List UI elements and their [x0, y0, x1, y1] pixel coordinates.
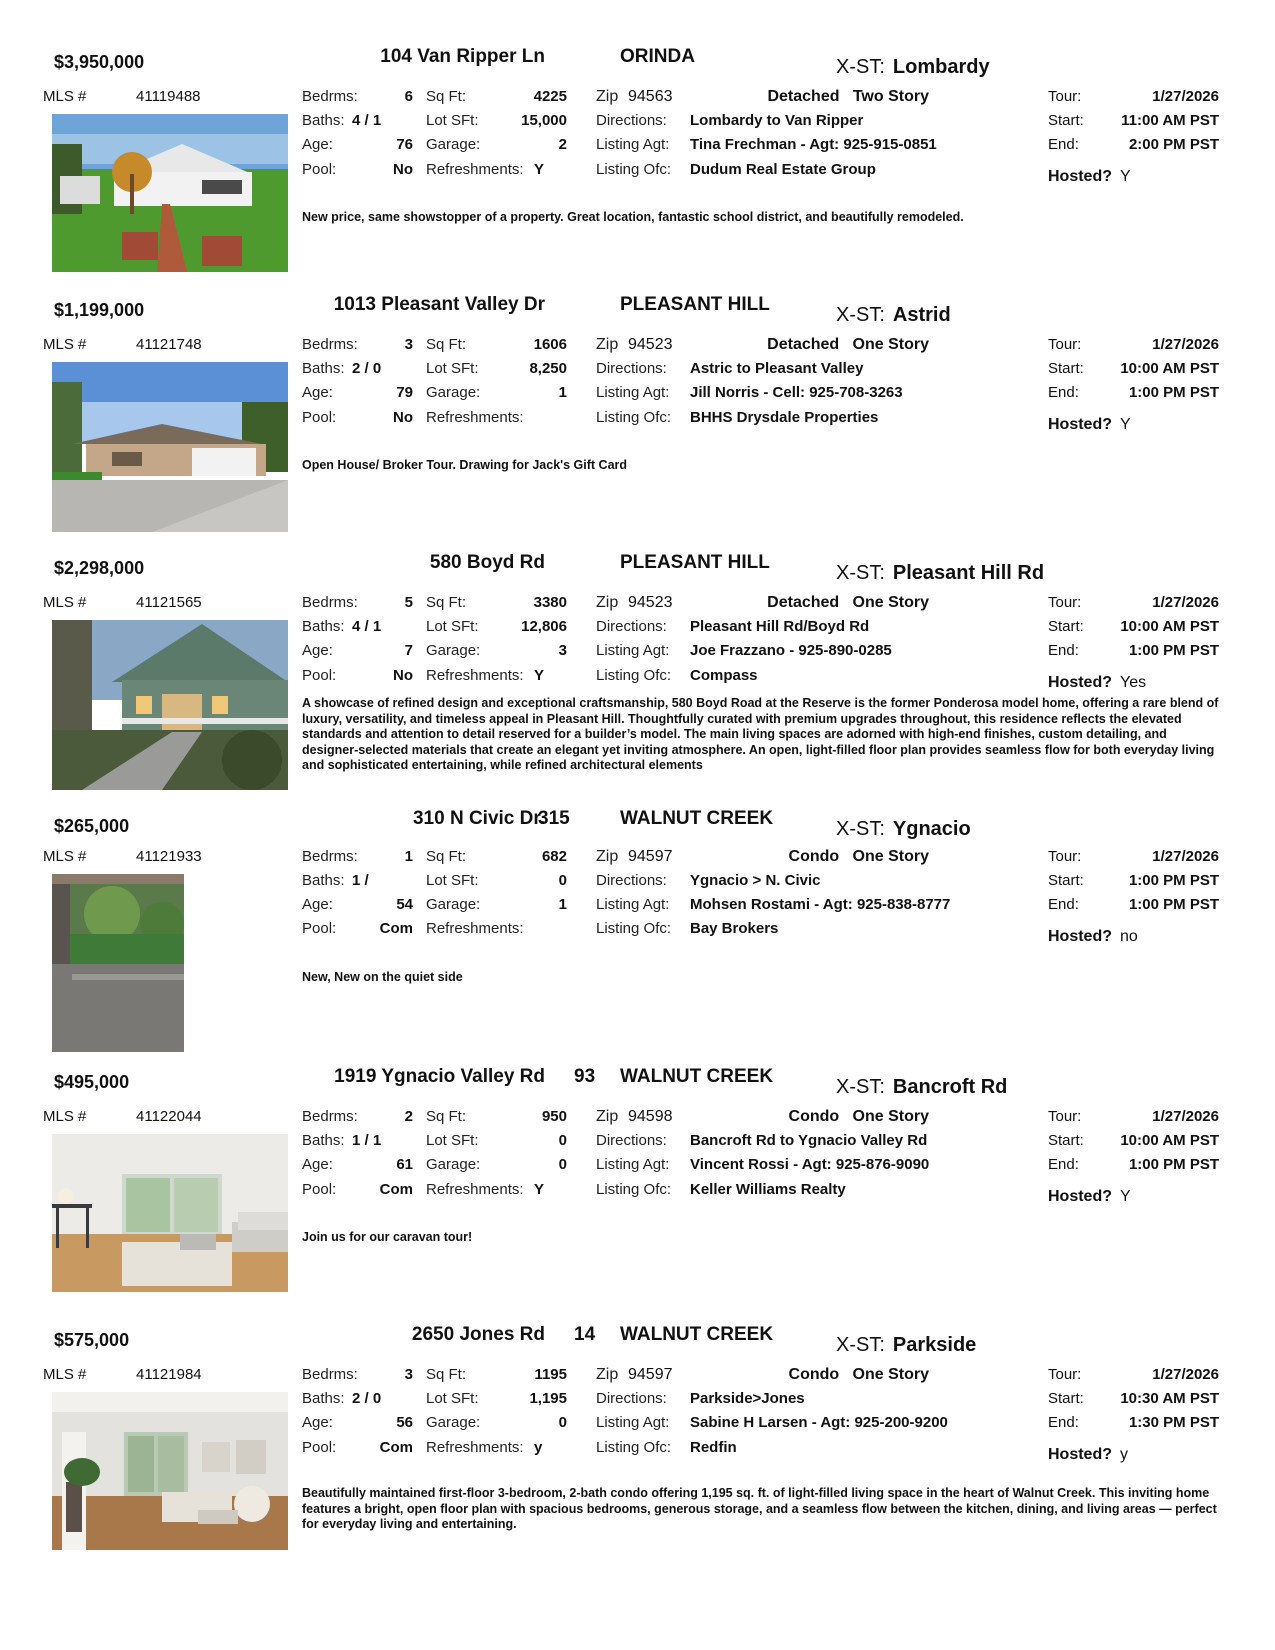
zip-label: Zip	[596, 88, 619, 105]
lotsft-label: Lot SFt:	[426, 872, 479, 889]
garage-label: Garage:	[426, 1414, 481, 1431]
tour-label: Tour:	[1048, 336, 1082, 353]
mls-label: MLS #	[43, 88, 87, 105]
sqft-value: 950	[541, 1108, 567, 1125]
refreshments-value: Y	[534, 667, 545, 684]
listing-card	[0, 290, 1275, 548]
zip-value: 94523	[628, 594, 673, 611]
tour-label: Tour:	[1048, 1108, 1082, 1125]
listing-price: $495,000	[54, 1072, 130, 1092]
garage-value: 3	[558, 642, 567, 659]
end-label: End:	[1048, 642, 1079, 659]
listing-unit: 14	[574, 1324, 596, 1345]
listing-address: 310 N Civic Dr.	[412, 808, 545, 829]
lotsft-value: 0	[558, 1132, 567, 1149]
agent-label: Listing Agt:	[596, 1414, 670, 1431]
pool-value: Com	[379, 1439, 413, 1456]
refreshments-value: Y	[534, 1181, 545, 1198]
start-time: 10:30 AM PST	[1120, 1390, 1219, 1407]
property-type	[767, 88, 929, 106]
listing-price: $575,000	[54, 1330, 130, 1350]
zip-label: Zip	[596, 1108, 619, 1125]
listing-unit: 93	[574, 1066, 596, 1087]
agent-value: Joe Frazzano - 925-890-0285	[690, 642, 892, 659]
xst-label: X-ST:	[836, 1334, 885, 1356]
listing-price: $3,950,000	[54, 52, 145, 72]
age-label: Age:	[302, 896, 333, 913]
refreshments-label: Refreshments:	[426, 920, 524, 937]
mls-label: MLS #	[43, 1366, 87, 1383]
listing-unit: 315	[538, 808, 570, 829]
listing-city: PLEASANT HILL	[620, 552, 770, 573]
xst-value: Astrid	[892, 304, 951, 326]
hosted-value: y	[1120, 1446, 1128, 1463]
mls-label: MLS #	[43, 594, 87, 611]
zip-label: Zip	[596, 336, 619, 353]
baths-value: 2 / 0	[352, 1390, 382, 1407]
refreshments-label: Refreshments:	[426, 409, 524, 426]
bedrms-value: 1	[404, 848, 413, 865]
end-label: End:	[1048, 896, 1079, 913]
listing-address: 2650 Jones Rd	[411, 1324, 545, 1345]
stories-value: One Story	[852, 336, 929, 353]
listing-address: 1919 Ygnacio Valley Rd	[334, 1066, 545, 1087]
mls-number: 41121748	[136, 336, 202, 353]
listing-price: $265,000	[54, 816, 130, 836]
age-label: Age:	[302, 1414, 333, 1431]
stories-value: One Story	[852, 848, 929, 865]
listing-city: WALNUT CREEK	[620, 1324, 774, 1345]
office-value: Keller Williams Realty	[690, 1181, 846, 1198]
tour-date: 1/27/2026	[1152, 1108, 1219, 1125]
start-time: 11:00 AM PST	[1121, 112, 1219, 129]
listing-address: 1013 Pleasant Valley Dr	[333, 294, 545, 315]
property-type	[767, 594, 929, 612]
lotsft-value: 8,250	[529, 360, 567, 377]
age-value: 61	[396, 1156, 413, 1173]
listing-address: 104 Van Ripper Ln	[380, 46, 545, 67]
end-label: End:	[1048, 1414, 1079, 1431]
sqft-label: Sq Ft:	[426, 88, 467, 105]
end-time: 1:00 PM PST	[1128, 642, 1219, 659]
office-label: Listing Ofc:	[596, 667, 672, 684]
directions-label: Directions:	[596, 872, 667, 889]
bedrms-value: 6	[404, 88, 413, 105]
xst-label: X-ST:	[836, 562, 885, 584]
sqft-value: 3380	[533, 594, 567, 611]
sqft-label: Sq Ft:	[426, 848, 467, 865]
property-type	[789, 1108, 929, 1126]
garage-value: 1	[558, 896, 567, 913]
xst-label: X-ST:	[836, 304, 885, 326]
hosted-value: no	[1120, 928, 1138, 945]
directions-value: Ygnacio > N. Civic	[690, 872, 821, 889]
agent-value: Sabine H Larsen - Agt: 925-200-9200	[690, 1414, 948, 1431]
start-label: Start:	[1048, 360, 1084, 377]
bedrms-label: Bedrms:	[302, 1366, 358, 1383]
tour-label: Tour:	[1048, 594, 1082, 611]
mls-number: 41121984	[136, 1366, 202, 1383]
age-value: 76	[396, 136, 413, 153]
tour-label: Tour:	[1048, 848, 1082, 865]
lotsft-label: Lot SFt:	[426, 1390, 479, 1407]
xst-label: X-ST:	[836, 1076, 885, 1098]
listing-remarks: Open House/ Broker Tour. Drawing for Jack's Gift Card	[302, 458, 628, 472]
agent-label: Listing Agt:	[596, 384, 670, 401]
listing-city: WALNUT CREEK	[620, 1066, 774, 1087]
pool-value: No	[393, 667, 413, 684]
office-value: BHHS Drysdale Properties	[690, 409, 879, 426]
lotsft-value: 12,806	[521, 618, 567, 635]
type-value: Detached	[767, 88, 840, 105]
listing-card	[0, 1320, 1275, 1578]
hosted-label: Hosted?	[1048, 168, 1112, 185]
baths-label: Baths:	[302, 360, 345, 377]
property-type	[767, 336, 929, 354]
bedrms-label: Bedrms:	[302, 336, 358, 353]
listing-remarks: New price, same showstopper of a property. Great location, fantastic school district, and beautifully remodeled.	[302, 210, 964, 224]
listing-photo[interactable]	[52, 1134, 288, 1292]
listing-city: PLEASANT HILL	[620, 294, 770, 315]
agent-label: Listing Agt:	[596, 1156, 670, 1173]
pool-label: Pool:	[302, 409, 337, 426]
xst-value: Parkside	[892, 1334, 977, 1356]
lotsft-label: Lot SFt:	[426, 360, 479, 377]
hosted	[1048, 168, 1131, 186]
agent-value: Vincent Rossi - Agt: 925-876-9090	[690, 1156, 930, 1173]
zip-value: 94598	[628, 1108, 673, 1125]
office-label: Listing Ofc:	[596, 920, 672, 937]
hosted-label: Hosted?	[1048, 416, 1112, 433]
listing-price: $1,199,000	[54, 300, 145, 320]
listing-remarks: Beautifully maintained first-floor 3-bedroom, 2-bath condo offering 1,195 sq. ft. of light-filled living space in the heart of Walnut Creek. This inviting home features a bright, open floor plan with spacious bedrooms, generous storage, and a seamless flow between the kitchen, dining, and living areas — perfect for everyday living and entertaining.	[302, 1486, 1217, 1532]
directions-value: Pleasant Hill Rd/Boyd Rd	[690, 618, 870, 635]
garage-value: 0	[558, 1414, 567, 1431]
office-value: Redfin	[690, 1439, 737, 1456]
pool-label: Pool:	[302, 1439, 337, 1456]
office-value: Dudum Real Estate Group	[690, 161, 876, 178]
sqft-label: Sq Ft:	[426, 594, 467, 611]
cross-street	[836, 818, 971, 841]
start-label: Start:	[1048, 618, 1084, 635]
cross-street	[836, 304, 951, 327]
agent-value: Jill Norris - Cell: 925-708-3263	[690, 384, 903, 401]
end-label: End:	[1048, 1156, 1079, 1173]
pool-label: Pool:	[302, 920, 337, 937]
directions-label: Directions:	[596, 360, 667, 377]
tour-date: 1/27/2026	[1152, 1366, 1219, 1383]
xst-value: Pleasant Hill Rd	[892, 562, 1045, 584]
hosted-label: Hosted?	[1048, 674, 1112, 691]
start-time: 10:00 AM PST	[1120, 618, 1219, 635]
directions-value: Parkside>Jones	[690, 1390, 805, 1407]
listing-card	[0, 42, 1275, 300]
baths-value: 4 / 1	[352, 112, 382, 129]
agent-label: Listing Agt:	[596, 896, 670, 913]
listing-remarks: A showcase of refined design and exceptional craftsmanship, 580 Boyd Road at the Reserve is the former Ponderosa model home, offering a rare blend of luxury, versatility, and timeless appeal in Pleasant Hill. Thoughtfully curated with premium upgrades throughout, this residence reflects the elevated standards and attention to detail reserved for a builder’s model. The main living spaces are adorned with high-end finishes, custom detailing, and designer-selected materials that create an elegant yet inviting atmosphere. An open, light-filled floor plan provides seamless flow for both everyday living and sophisticated entertaining, while refined architectural elements	[302, 696, 1219, 772]
lotsft-value: 1,195	[529, 1390, 567, 1407]
garage-label: Garage:	[426, 1156, 481, 1173]
listing-photo[interactable]	[52, 114, 288, 272]
garage-label: Garage:	[426, 384, 481, 401]
hosted-value: Y	[1120, 1188, 1131, 1205]
bedrms-label: Bedrms:	[302, 1108, 358, 1125]
xst-value: Bancroft Rd	[892, 1076, 1008, 1098]
listing-price: $2,298,000	[54, 558, 145, 578]
stories-value: One Story	[852, 594, 929, 611]
hosted	[1048, 416, 1131, 434]
age-label: Age:	[302, 136, 333, 153]
office-label: Listing Ofc:	[596, 161, 672, 178]
type-value: Condo	[788, 848, 840, 865]
lotsft-label: Lot SFt:	[426, 1132, 479, 1149]
pool-value: No	[393, 409, 413, 426]
refreshments-label: Refreshments:	[426, 1181, 524, 1198]
end-time: 1:00 PM PST	[1128, 1156, 1219, 1173]
garage-label: Garage:	[426, 642, 481, 659]
cross-street	[836, 1076, 1007, 1099]
cross-street	[836, 56, 990, 79]
directions-label: Directions:	[596, 1132, 667, 1149]
garage-value: 2	[558, 136, 567, 153]
stories-value: Two Story	[852, 88, 929, 105]
end-label: End:	[1048, 384, 1079, 401]
start-label: Start:	[1048, 112, 1084, 129]
bedrms-label: Bedrms:	[302, 88, 358, 105]
listing-card	[0, 804, 1275, 1062]
refreshments-value: y	[534, 1439, 543, 1456]
agent-value: Mohsen Rostami - Agt: 925-838-8777	[690, 896, 951, 913]
hosted-label: Hosted?	[1048, 1188, 1112, 1205]
start-label: Start:	[1048, 1132, 1084, 1149]
pool-label: Pool:	[302, 161, 337, 178]
baths-label: Baths:	[302, 112, 345, 129]
pool-value: Com	[379, 920, 413, 937]
stories-value: One Story	[852, 1366, 929, 1383]
sqft-value: 1195	[534, 1366, 567, 1383]
mls-number: 41121565	[136, 594, 202, 611]
start-time: 10:00 AM PST	[1120, 360, 1219, 377]
baths-value: 2 / 0	[352, 360, 382, 377]
mls-label: MLS #	[43, 848, 87, 865]
lotsft-label: Lot SFt:	[426, 618, 479, 635]
end-time: 1:00 PM PST	[1128, 384, 1219, 401]
zip-label: Zip	[596, 1366, 619, 1383]
pool-value: Com	[379, 1181, 413, 1198]
pool-label: Pool:	[302, 1181, 337, 1198]
type-value: Condo	[788, 1366, 840, 1383]
age-value: 7	[404, 642, 413, 659]
directions-value: Lombardy to Van Ripper	[690, 112, 864, 129]
start-label: Start:	[1048, 872, 1084, 889]
bedrms-value: 3	[404, 1366, 413, 1383]
refreshments-label: Refreshments:	[426, 161, 524, 178]
age-label: Age:	[302, 384, 333, 401]
pool-label: Pool:	[302, 667, 337, 684]
age-value: 56	[396, 1414, 413, 1431]
hosted-label: Hosted?	[1048, 1446, 1112, 1463]
age-label: Age:	[302, 642, 333, 659]
refreshments-label: Refreshments:	[426, 667, 524, 684]
end-time: 1:30 PM PST	[1128, 1414, 1219, 1431]
end-time: 1:00 PM PST	[1128, 896, 1219, 913]
start-time: 1:00 PM PST	[1128, 872, 1219, 889]
mls-number: 41121933	[136, 848, 202, 865]
bedrms-value: 3	[404, 336, 413, 353]
office-value: Bay Brokers	[690, 920, 779, 937]
xst-value: Ygnacio	[892, 818, 971, 840]
start-label: Start:	[1048, 1390, 1084, 1407]
xst-label: X-ST:	[836, 56, 885, 78]
baths-value: 4 / 1	[352, 618, 382, 635]
sqft-value: 682	[541, 848, 567, 865]
listing-remarks: Join us for our caravan tour!	[302, 1230, 473, 1244]
type-value: Detached	[767, 594, 840, 611]
sqft-value: 1606	[533, 336, 567, 353]
sqft-value: 4225	[533, 88, 567, 105]
end-label: End:	[1048, 136, 1079, 153]
office-value: Compass	[690, 667, 758, 684]
office-label: Listing Ofc:	[596, 409, 672, 426]
zip-value: 94523	[628, 336, 673, 353]
listing-address: 580 Boyd Rd	[429, 552, 545, 573]
hosted-value: Y	[1120, 168, 1131, 185]
hosted-value: Yes	[1120, 674, 1147, 691]
type-value: Detached	[767, 336, 840, 353]
baths-label: Baths:	[302, 872, 345, 889]
listing-photo[interactable]	[52, 362, 288, 532]
lotsft-label: Lot SFt:	[426, 112, 479, 129]
hosted	[1048, 674, 1146, 692]
property-type	[789, 848, 929, 866]
tour-date: 1/27/2026	[1152, 594, 1219, 611]
listing-remarks: New, New on the quiet side	[302, 970, 463, 984]
age-value: 54	[396, 896, 413, 913]
agent-label: Listing Agt:	[596, 136, 670, 153]
hosted-value: Y	[1120, 416, 1131, 433]
bedrms-value: 5	[404, 594, 413, 611]
lotsft-value: 0	[558, 872, 567, 889]
garage-label: Garage:	[426, 896, 481, 913]
sqft-label: Sq Ft:	[426, 1366, 467, 1383]
bedrms-label: Bedrms:	[302, 594, 358, 611]
hosted	[1048, 928, 1138, 946]
sqft-label: Sq Ft:	[426, 1108, 467, 1125]
baths-label: Baths:	[302, 1390, 345, 1407]
hosted	[1048, 1188, 1131, 1206]
listing-photo[interactable]	[52, 874, 184, 1052]
mls-label: MLS #	[43, 336, 87, 353]
baths-label: Baths:	[302, 618, 345, 635]
start-time: 10:00 AM PST	[1120, 1132, 1219, 1149]
listing-photo[interactable]	[52, 1392, 288, 1550]
listing-photo[interactable]	[52, 620, 288, 790]
tour-date: 1/27/2026	[1152, 848, 1219, 865]
zip-value: 94597	[628, 848, 673, 865]
zip-label: Zip	[596, 848, 619, 865]
type-value: Condo	[788, 1108, 840, 1125]
stories-value: One Story	[852, 1108, 929, 1125]
tour-date: 1/27/2026	[1152, 88, 1219, 105]
lotsft-value: 15,000	[521, 112, 567, 129]
mls-number: 41119488	[136, 88, 201, 105]
xst-label: X-ST:	[836, 818, 885, 840]
tour-label: Tour:	[1048, 1366, 1082, 1383]
bedrms-label: Bedrms:	[302, 848, 358, 865]
directions-label: Directions:	[596, 1390, 667, 1407]
listing-card	[0, 1062, 1275, 1320]
garage-label: Garage:	[426, 136, 481, 153]
cross-street	[836, 562, 1044, 585]
baths-field	[302, 112, 345, 130]
tour-date: 1/27/2026	[1152, 336, 1219, 353]
cross-street	[836, 1334, 976, 1357]
listing-city: ORINDA	[620, 46, 695, 67]
tour-label: Tour:	[1048, 88, 1082, 105]
garage-value: 0	[558, 1156, 567, 1173]
agent-value: Tina Frechman - Agt: 925-915-0851	[690, 136, 937, 153]
listing-card	[0, 548, 1275, 806]
sqft-label: Sq Ft:	[426, 336, 467, 353]
directions-label: Directions:	[596, 618, 667, 635]
office-label: Listing Ofc:	[596, 1181, 672, 1198]
pool-value: No	[393, 161, 413, 178]
baths-value: 1 / 1	[352, 1132, 382, 1149]
property-type	[789, 1366, 929, 1384]
directions-value: Bancroft Rd to Ygnacio Valley Rd	[690, 1132, 928, 1149]
baths-label: Baths:	[302, 1132, 345, 1149]
agent-label: Listing Agt:	[596, 642, 670, 659]
hosted-label: Hosted?	[1048, 928, 1112, 945]
zip-value: 94597	[628, 1366, 673, 1383]
age-value: 79	[396, 384, 413, 401]
hosted	[1048, 1446, 1128, 1464]
zip-value: 94563	[628, 88, 673, 105]
directions-value: Astric to Pleasant Valley	[690, 360, 864, 377]
refreshments-value: Y	[534, 161, 545, 178]
baths-value: 1 /	[352, 872, 369, 889]
mls-number: 41122044	[136, 1108, 202, 1125]
end-time: 2:00 PM PST	[1128, 136, 1219, 153]
refreshments-label: Refreshments:	[426, 1439, 524, 1456]
xst-value: Lombardy	[892, 56, 990, 78]
office-label: Listing Ofc:	[596, 1439, 672, 1456]
bedrms-value: 2	[404, 1108, 413, 1125]
listing-city: WALNUT CREEK	[620, 808, 774, 829]
age-label: Age:	[302, 1156, 333, 1173]
directions-label: Directions:	[596, 112, 667, 129]
zip-label: Zip	[596, 594, 619, 611]
mls-label: MLS #	[43, 1108, 87, 1125]
garage-value: 1	[558, 384, 567, 401]
